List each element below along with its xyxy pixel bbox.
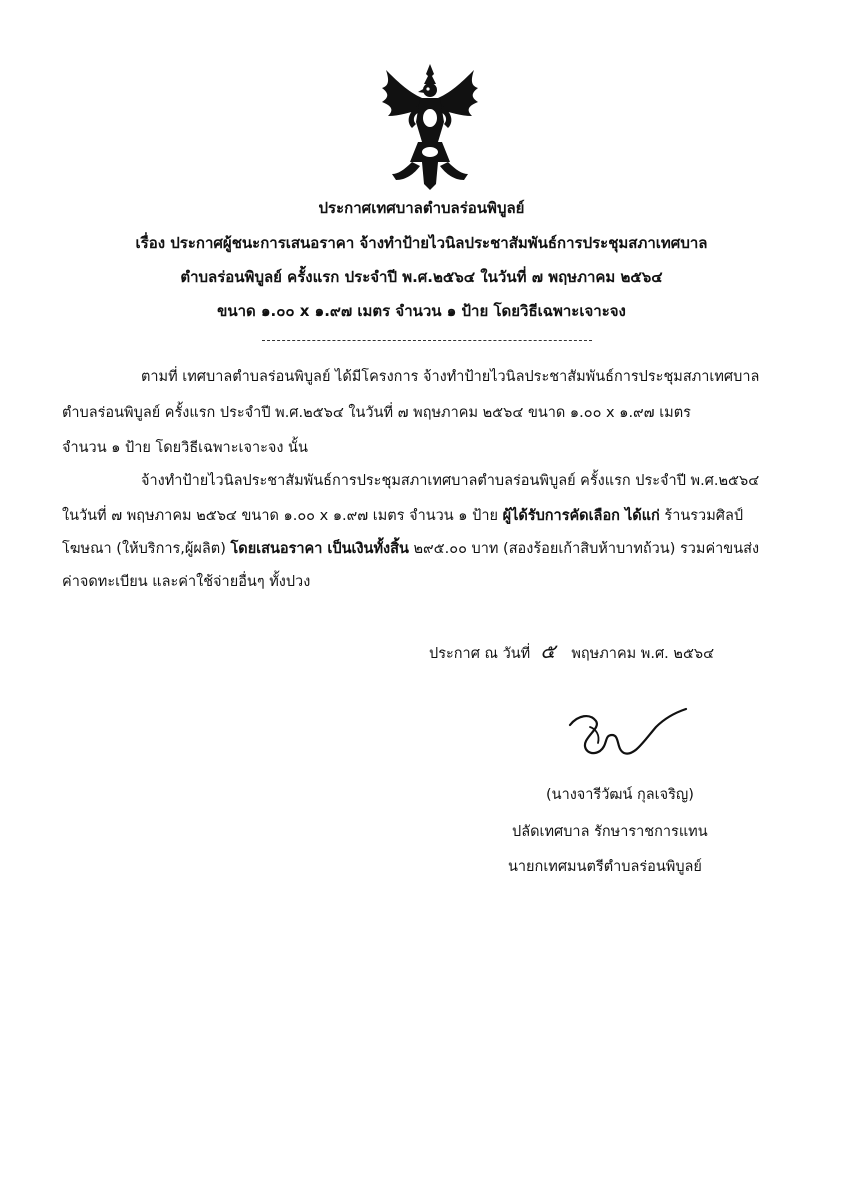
dashed-divider xyxy=(262,340,592,341)
signer-position-1: ปลัดเทศบาล รักษาราชการแทน xyxy=(512,824,708,840)
price-label: โดยเสนอราคา เป็นเงินทั้งสิ้น xyxy=(230,541,409,557)
signer-name: (นางจารีวัฒน์ กุลเจริญ) xyxy=(546,787,694,803)
paragraph-2-line-3 xyxy=(62,537,759,560)
handwritten-signature xyxy=(560,705,692,761)
vendor-name: ร้านรวมศิลป์ xyxy=(659,508,744,524)
paragraph-2-line-4: ค่าจดทะเบียน และค่าใช้จ่ายอื่นๆ ทั้งปวง xyxy=(62,574,311,590)
paragraph-1-line-2: ตำบลร่อนพิบูลย์ ครั้งแรก ประจำปี พ.ศ.๒๕๖๔ ในวันที่ ๗ พฤษภาคม ๒๕๖๔ ขนาด ๑.๐๐ x ๑.๙๗ เมตร xyxy=(62,405,691,421)
subject-line-2: ตำบลร่อนพิบูลย์ ครั้งแรก ประจำปี พ.ศ.๒๕๖๔ ในวันที่ ๗ พฤษภาคม ๒๕๖๔ xyxy=(180,268,663,286)
announce-day: ๕ xyxy=(540,639,556,663)
announce-month-year: พฤษภาคม พ.ศ. ๒๕๖๔ xyxy=(571,646,715,662)
vendor-type: โฆษณา (ให้บริการ,ผู้ผลิต) xyxy=(62,541,231,557)
price-amount: ๒๙๕.๐๐ บาท (สองร้อยเก้าสิบห้าบาทถ้วน) รวมค่าขนส่ง xyxy=(408,541,760,557)
paragraph-1-line-1: ตามที่ เทศบาลตำบลร่อนพิบูลย์ ได้มีโครงการ จ้างทำป้ายไวนิลประชาสัมพันธ์การประชุมสภาเทศบาล xyxy=(141,369,760,385)
garuda-emblem-icon xyxy=(378,62,482,192)
paragraph-2-line-1: จ้างทำป้ายไวนิลประชาสัมพันธ์การประชุมสภาเทศบาลตำบลร่อนพิบูลย์ ครั้งแรก ประจำปี พ.ศ.๒๕๖๔ xyxy=(141,473,760,489)
text-segment: ในวันที่ ๗ พฤษภาคม ๒๕๖๔ ขนาด ๑.๐๐ x ๑.๙๗ เมตร จำนวน ๑ ป้าย xyxy=(62,508,503,524)
document-title: ประกาศเทศบาลตำบลร่อนพิบูลย์ xyxy=(318,199,525,217)
paragraph-1-line-3: จำนวน ๑ ป้าย โดยวิธีเฉพาะเจาะจง นั้น xyxy=(62,440,308,456)
subject-line-3: ขนาด ๑.๐๐ x ๑.๙๗ เมตร จำนวน ๑ ป้าย โดยวิธีเฉพาะเจาะจง xyxy=(217,302,626,320)
subject-line-1: เรื่อง ประกาศผู้ชนะการเสนอราคา จ้างทำป้ายไวนิลประชาสัมพันธ์การประชุมสภาเทศบาล xyxy=(135,234,708,252)
paragraph-2-line-2 xyxy=(62,504,743,527)
signer-position-2: นายกเทศมนตรีตำบลร่อนพิบูลย์ xyxy=(508,859,702,875)
winner-label: ผู้ได้รับการคัดเลือก ได้แก่ xyxy=(502,508,660,524)
announce-date xyxy=(429,635,714,667)
announce-prefix: ประกาศ ณ วันที่ xyxy=(429,646,531,662)
